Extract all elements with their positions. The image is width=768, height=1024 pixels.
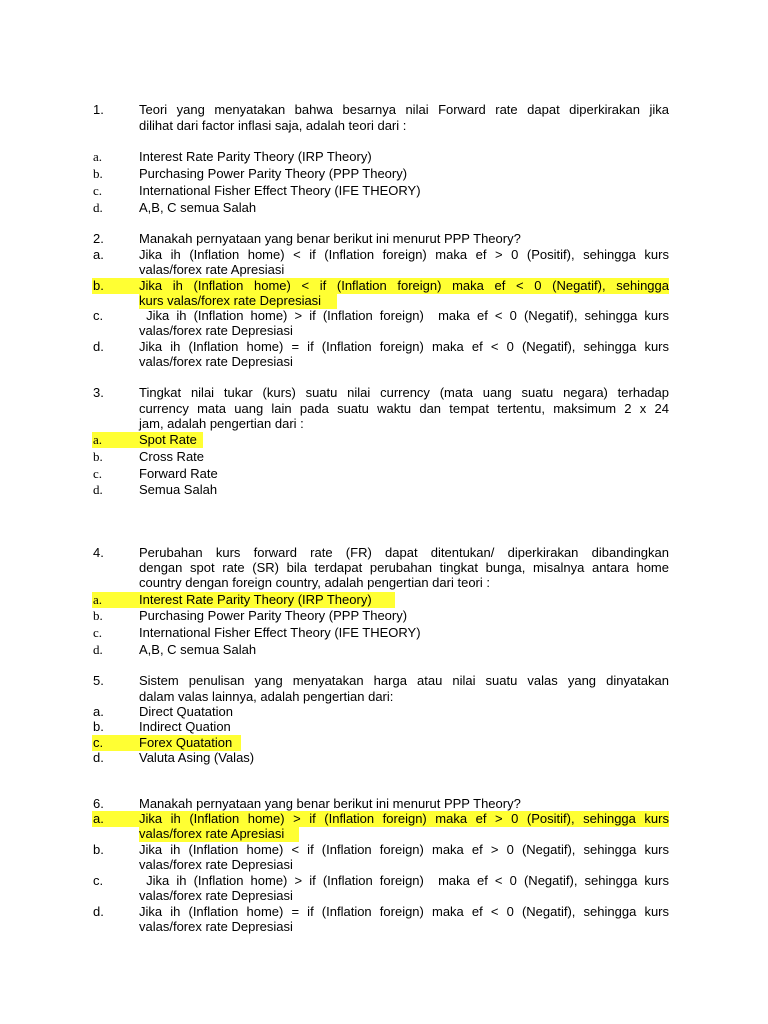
question-number: 1.: [93, 102, 104, 117]
option-letter: d.: [93, 750, 104, 765]
option-text: valas/forex rate Depresiasi: [139, 323, 293, 338]
option-letter: b.: [93, 842, 104, 857]
option-text: Jika ih (Inflation home) > if (Inflation foreign) maka ef < 0 (Negatif), sehingga kurs: [139, 873, 669, 888]
option-text: Indirect Quation: [139, 719, 231, 734]
option-letter: d.: [93, 339, 104, 354]
question-stem-line: dalam valas lainnya, adalah pengertian dari:: [139, 689, 394, 704]
option-text-correct: kurs valas/forex rate Depresiasi: [139, 293, 337, 309]
option-letter: b.: [93, 608, 103, 623]
question-stem-line: Teori yang menyatakan bahwa besarnya nilai Forward rate dapat diperkirakan jika: [139, 102, 669, 117]
question-stem-line: Sistem penulisan yang menyatakan harga atau nilai suatu valas yang dinyatakan: [139, 673, 669, 688]
option-text: valas/forex rate Depresiasi: [139, 354, 293, 369]
option-letter-correct: b.: [93, 278, 104, 293]
option-text: Direct Quatation: [139, 704, 233, 719]
option-text: International Fisher Effect Theory (IFE THEORY): [139, 625, 421, 640]
option-text: Cross Rate: [139, 449, 205, 464]
option-text: Jika ih (Inflation home) < if (Inflation foreign) maka ef > 0 (Negatif), sehingga kurs: [139, 842, 669, 857]
option-text: Forward Rate: [139, 466, 218, 481]
option-text: International Fisher Effect Theory (IFE THEORY): [139, 183, 421, 198]
option-text: Semua Salah: [139, 482, 218, 497]
option-letter: d.: [93, 200, 103, 215]
option-letter: d.: [93, 482, 103, 497]
question-stem-line: Perubahan kurs forward rate (FR) dapat ditentukan/ diperkirakan dibandingkan: [139, 545, 669, 560]
option-text-correct: Spot Rate: [139, 432, 197, 447]
option-letter: d.: [93, 642, 103, 657]
option-text: Jika ih (Inflation home) < if (Inflation foreign) maka ef > 0 (Positif), sehingga kurs: [139, 247, 669, 262]
question-stem-line: jam, adalah pengertian dari :: [139, 416, 304, 431]
option-letter: c.: [93, 183, 103, 198]
option-text: valas/forex rate Apresiasi: [139, 262, 285, 277]
option-text: valas/forex rate Depresiasi: [139, 888, 293, 903]
option-letter: c.: [93, 466, 103, 481]
question-number: 3.: [93, 385, 104, 400]
option-text: Valuta Asing (Valas): [139, 750, 255, 765]
option-text: Interest Rate Parity Theory (IRP Theory): [139, 149, 372, 164]
option-letter: b.: [93, 449, 103, 464]
question-stem-line: currency mata uang lain pada suatu waktu dan tempat tertentu, maksimum 2 x 24: [139, 401, 669, 416]
option-letter: a.: [93, 149, 103, 164]
option-letter: d.: [93, 904, 104, 919]
question-stem-line: Tingkat nilai tukar (kurs) suatu nilai currency (mata uang suatu negara) terhadap: [139, 385, 669, 400]
option-text: A,B, C semua Salah: [139, 642, 257, 657]
option-text-correct: Jika ih (Inflation home) < if (Inflation foreign) maka ef < 0 (Negatif), sehingga: [139, 278, 669, 293]
option-text-correct: Jika ih (Inflation home) > if (Inflation foreign) maka ef > 0 (Positif), sehingga kurs: [139, 811, 669, 826]
option-text: valas/forex rate Depresiasi: [139, 857, 293, 872]
option-letter-correct: a.: [93, 811, 104, 826]
question-stem-line: country dengan foreign country, adalah pengertian dari teori :: [139, 575, 490, 590]
question-stem-line: dilihat dari factor inflasi saja, adalah teori dari :: [139, 118, 407, 133]
option-letter: a.: [93, 247, 104, 262]
question-number: 5.: [93, 673, 104, 688]
question-number: 4.: [93, 545, 104, 560]
option-text-correct: Interest Rate Parity Theory (IRP Theory): [139, 592, 372, 607]
option-text: A,B, C semua Salah: [139, 200, 257, 215]
option-letter: c.: [93, 308, 104, 323]
question-number: 6.: [93, 796, 104, 811]
question-stem-line: Manakah pernyataan yang benar berikut ini menurut PPP Theory?: [139, 231, 521, 246]
option-letter: b.: [93, 166, 103, 181]
option-letter-correct: a.: [93, 432, 103, 447]
option-text: valas/forex rate Depresiasi: [139, 919, 293, 934]
option-letter-correct: c.: [93, 735, 104, 750]
question-stem-line: dengan spot rate (SR) bila terdapat perubahan tingkat bunga, misalnya antara home: [139, 560, 669, 575]
option-letter: b.: [93, 719, 104, 734]
option-letter: c.: [93, 625, 103, 640]
option-letter: c.: [93, 873, 104, 888]
option-text: Jika ih (Inflation home) > if (Inflation foreign) maka ef < 0 (Negatif), sehingga kurs: [139, 308, 669, 323]
option-text-correct: Forex Quatation: [139, 735, 233, 750]
option-text: Purchasing Power Parity Theory (PPP Theory): [139, 608, 408, 623]
option-text: Jika ih (Inflation home) = if (Inflation foreign) maka ef < 0 (Negatif), sehingga kurs: [139, 339, 669, 354]
option-letter-correct: a.: [93, 592, 103, 607]
question-stem-line: Manakah pernyataan yang benar berikut ini menurut PPP Theory?: [139, 796, 521, 811]
question-number: 2.: [93, 231, 104, 246]
option-text: Purchasing Power Parity Theory (PPP Theory): [139, 166, 408, 181]
option-text: Jika ih (Inflation home) = if (Inflation foreign) maka ef < 0 (Negatif), sehingga kurs: [139, 904, 669, 919]
option-text-correct: valas/forex rate Apresiasi: [139, 826, 299, 842]
option-letter: a.: [93, 704, 104, 719]
